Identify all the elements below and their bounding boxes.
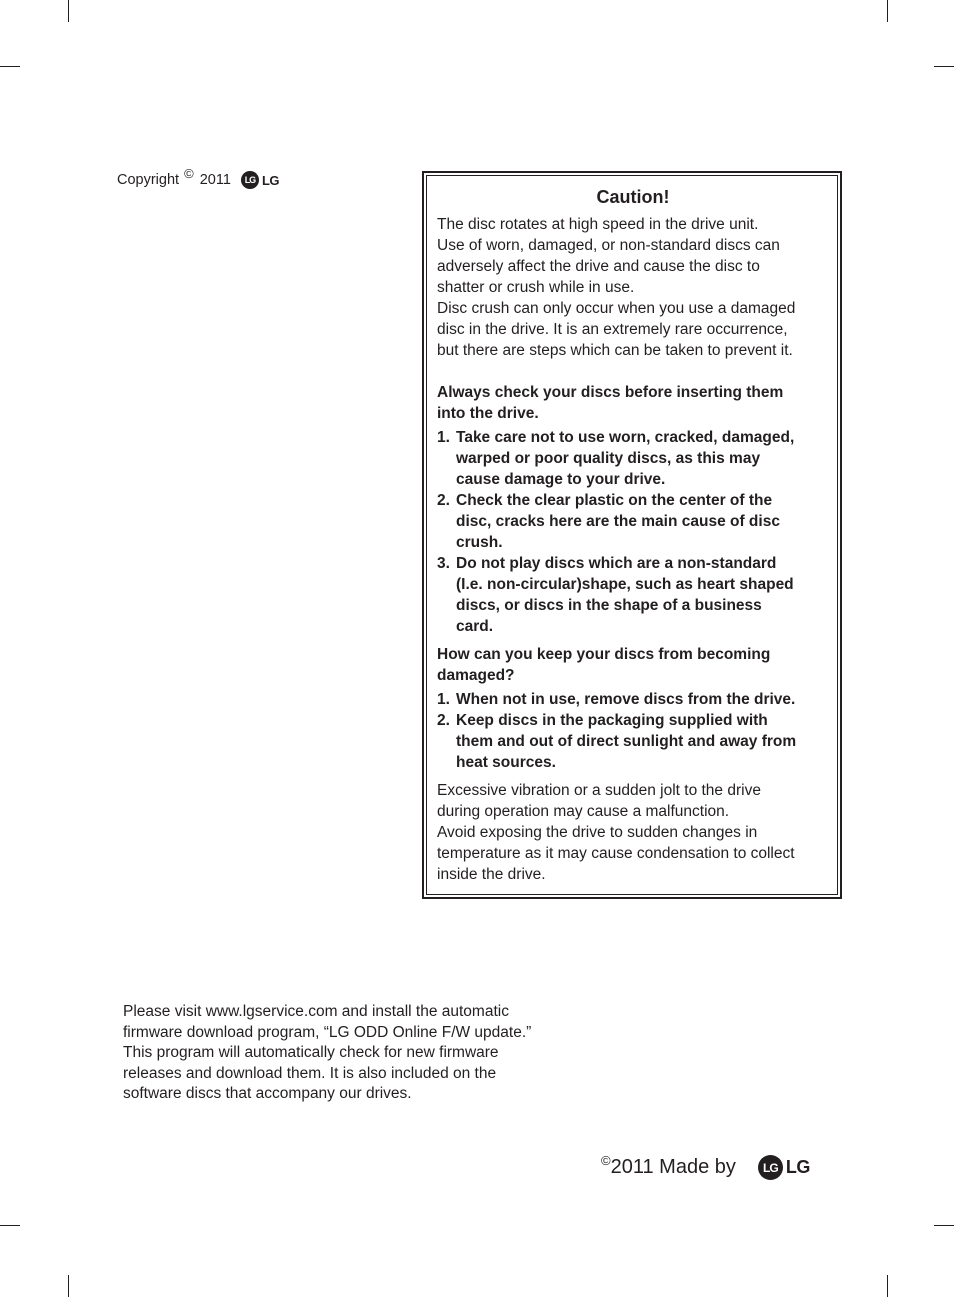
text-line: inside the drive.: [437, 866, 546, 883]
lg-logo: [241, 171, 279, 189]
firmware-update-note: [123, 1002, 531, 1105]
check-discs-heading: [437, 382, 829, 424]
text-line: The disc rotates at high speed in the drive unit.: [437, 216, 759, 233]
lg-logo-text: LG: [785, 1157, 810, 1177]
copyright-symbol: ©: [601, 1153, 611, 1168]
copyright-year: 2011: [199, 171, 231, 188]
caution-outro: [437, 780, 829, 885]
lg-logo-mark: LG: [241, 171, 259, 189]
list-item-text: discs, or discs in the shape of a business: [456, 597, 762, 614]
text-line: but there are steps which can be taken to prevent it.: [437, 342, 793, 359]
list-item: [437, 427, 829, 490]
keep-discs-heading: [437, 644, 829, 686]
lg-logo: [758, 1155, 810, 1180]
caution-box: [422, 171, 842, 899]
lg-logo-mark: LG: [758, 1155, 783, 1180]
text-line: into the drive.: [437, 405, 539, 422]
crop-mark: [887, 0, 888, 22]
list-item-number: 3.: [437, 555, 450, 572]
text-line: Disc crush can only occur when you use a damaged: [437, 300, 796, 317]
crop-mark: [934, 66, 954, 67]
list-item-text: disc, cracks here are the main cause of disc: [456, 513, 780, 530]
copyright-notice: [117, 165, 279, 189]
crop-mark: [934, 1225, 954, 1226]
list-item-text: warped or poor quality discs, as this may: [456, 450, 761, 467]
caution-title: Caution!: [596, 187, 670, 207]
text-line: Avoid exposing the drive to sudden changes in: [437, 824, 758, 841]
crop-mark: [68, 1275, 69, 1297]
text-line: Please visit www.lgservice.com and install the automatic: [123, 1003, 509, 1020]
text-line: releases and download them. It is also included on the: [123, 1064, 497, 1082]
keep-discs-list: [437, 689, 829, 773]
check-discs-list: [437, 427, 829, 637]
list-item-number: 2.: [437, 712, 450, 729]
text-line: disc in the drive. It is an extremely rare occurrence,: [437, 321, 788, 338]
list-item-number: 1.: [437, 429, 450, 446]
list-item: [437, 553, 829, 637]
text-line: software discs that accompany our drives.: [123, 1085, 412, 1102]
list-item-text: Do not play discs which are a non-standard: [456, 555, 777, 572]
list-item-text: card.: [456, 618, 494, 635]
caution-box-inner: [426, 175, 838, 895]
list-item-text: Take care not to use worn, cracked, damaged,: [456, 429, 795, 446]
text-line: Always check your discs before inserting them: [437, 384, 784, 401]
text-line: temperature as it may cause condensation to collect: [437, 845, 795, 862]
text-line: adversely affect the drive and cause the disc to: [437, 258, 760, 275]
list-item-number: 2.: [437, 492, 450, 509]
list-item-text: Keep discs in the packaging supplied with: [456, 712, 768, 729]
crop-mark: [0, 66, 20, 67]
list-item: [437, 490, 829, 553]
list-item-text: Check the clear plastic on the center of the: [456, 492, 773, 509]
text-line: Excessive vibration or a sudden jolt to the drive: [437, 782, 761, 799]
text-line: during operation may cause a malfunction.: [437, 803, 730, 820]
text-line: shatter or crush while in use.: [437, 279, 635, 296]
list-item-text: heat sources.: [456, 754, 556, 771]
list-item-text: crush.: [456, 534, 503, 551]
copyright-label: Copyright: [117, 171, 180, 188]
list-item-text: cause damage to your drive.: [456, 471, 666, 488]
copyright-symbol: ©: [184, 165, 194, 181]
made-by-text: 2011 Made by: [610, 1156, 736, 1178]
text-line: This program will automatically check for new firmware: [123, 1044, 499, 1061]
text-line: Use of worn, damaged, or non-standard discs can: [437, 237, 780, 254]
list-item-number: 1.: [437, 691, 450, 708]
text-line: damaged?: [437, 667, 515, 684]
crop-mark: [68, 0, 69, 22]
lg-logo-text: LG: [261, 172, 279, 188]
list-item: [437, 710, 829, 773]
list-item-text: them and out of direct sunlight and away from: [456, 733, 797, 750]
caution-intro: [437, 214, 829, 361]
text-line: How can you keep your discs from becoming: [437, 646, 771, 663]
list-item-text: When not in use, remove discs from the drive.: [456, 691, 796, 708]
made-by-footer: [601, 1155, 810, 1180]
crop-mark: [0, 1225, 20, 1226]
text-line: firmware download program, “LG ODD Online F/W update.”: [123, 1023, 532, 1041]
crop-mark: [887, 1275, 888, 1297]
list-item-text: (I.e. non-circular)shape, such as heart shaped: [456, 576, 794, 593]
list-item: [437, 689, 829, 710]
